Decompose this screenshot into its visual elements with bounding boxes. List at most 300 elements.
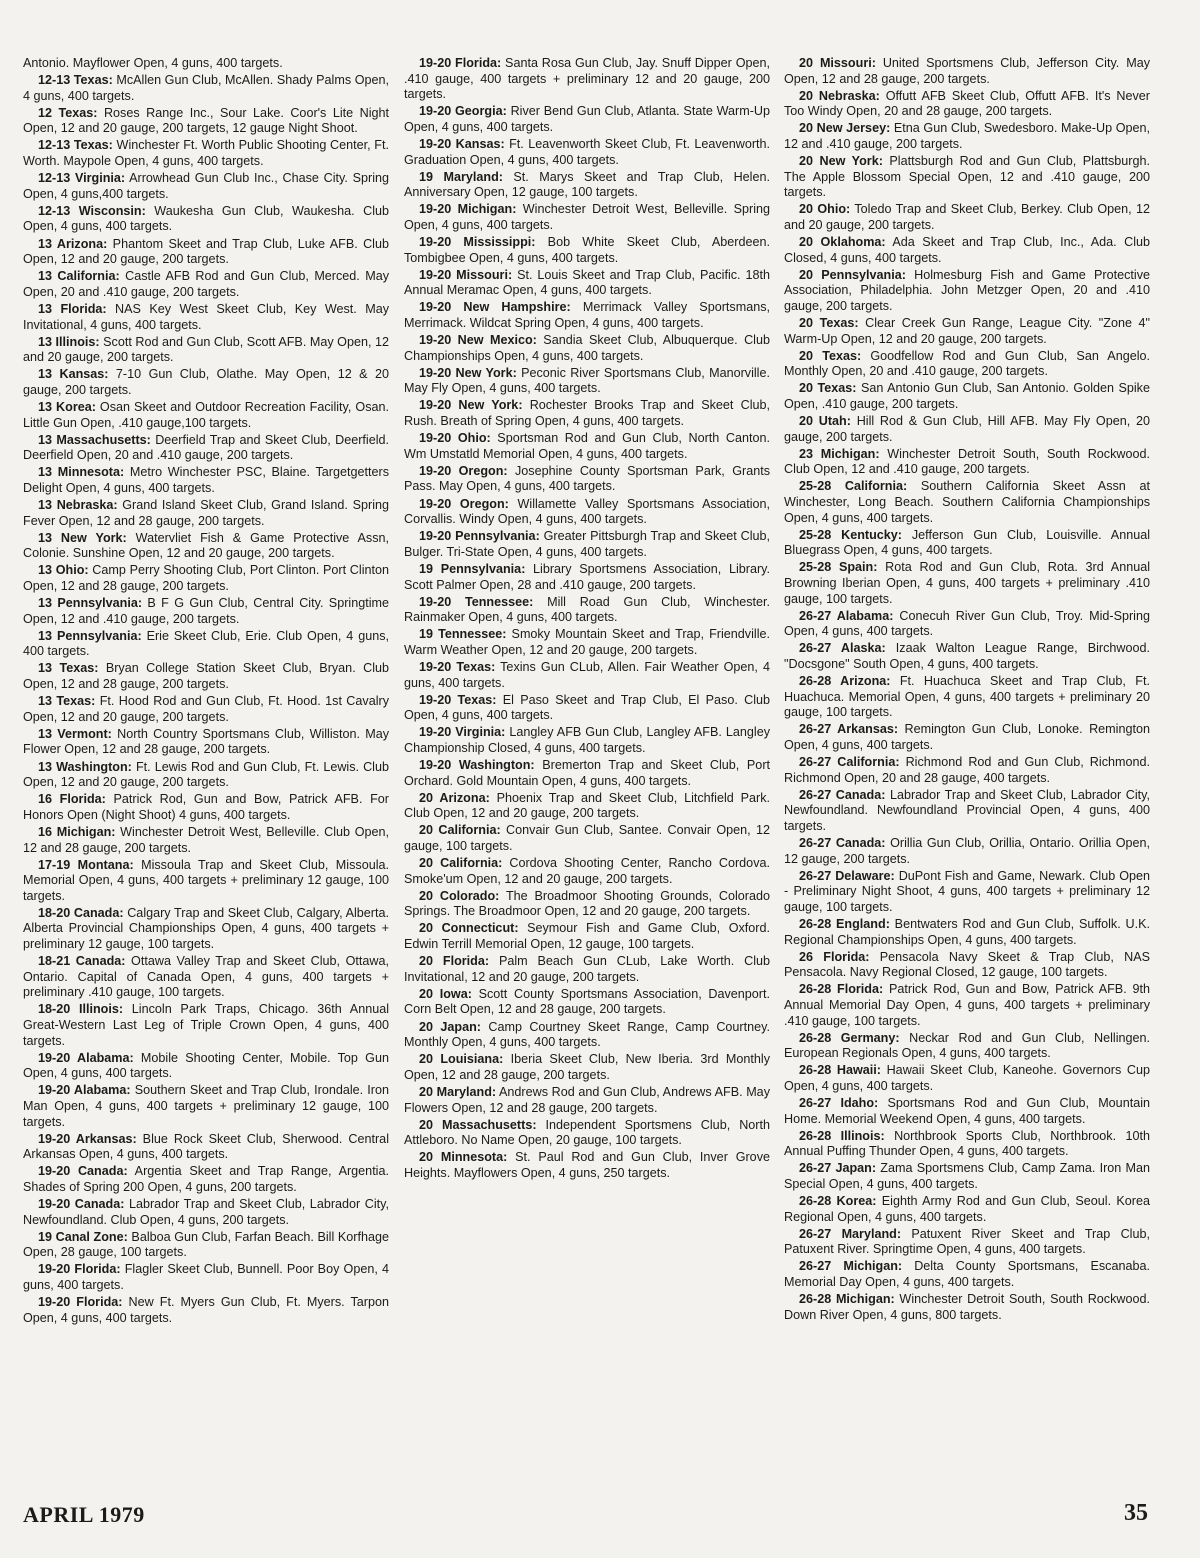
entry-location: Illinois: xyxy=(55,334,100,349)
entry-date: 13 xyxy=(38,334,53,349)
entry-heading xyxy=(38,858,134,872)
entry-date: 20 xyxy=(419,790,434,805)
schedule-entry xyxy=(404,464,770,495)
entry-heading xyxy=(419,660,495,674)
entry-date: 23 xyxy=(799,446,814,461)
schedule-entry xyxy=(784,414,1150,445)
entry-date: 19-20 xyxy=(419,235,452,250)
entry-location: Kansas: xyxy=(455,136,505,151)
entry-text: Metro Winchester PSC, Blaine. Targetgetters Delight Open, 4 guns, 400 targets. xyxy=(23,465,389,495)
entry-heading xyxy=(38,335,100,349)
entry-date: 19-20 xyxy=(419,333,452,348)
entry-date: 19-20 xyxy=(419,529,452,544)
entry-text: Ada Skeet and Trap Club, Inc., Ada. Club Closed, 4 guns, 400 targets. xyxy=(784,235,1150,265)
entry-date: 26-28 xyxy=(799,916,832,931)
entry-heading xyxy=(799,414,851,428)
column-1 xyxy=(23,56,389,1328)
entry-text: Waukesha Gun Club, Waukesha. Club Open, 4 guns, 400 targets. xyxy=(23,203,390,234)
schedule-entry xyxy=(23,1083,389,1130)
schedule-entry xyxy=(784,917,1150,948)
entry-location: Idaho: xyxy=(840,1096,879,1110)
entry-date: 20 xyxy=(799,154,814,169)
entry-location: Maryland: xyxy=(443,169,503,184)
entry-location: Massachusetts: xyxy=(56,432,151,447)
entry-location: New York: xyxy=(60,530,127,545)
entry-date: 19 xyxy=(419,627,434,642)
entry-date: 12 xyxy=(38,105,53,120)
entry-location: Wisconsin: xyxy=(78,203,146,218)
schedule-entry xyxy=(404,954,770,985)
schedule-entry xyxy=(23,433,389,464)
schedule-entry xyxy=(404,333,770,364)
entry-heading xyxy=(419,921,519,935)
entry-date: 20 xyxy=(419,1019,434,1034)
entry-location: Missouri: xyxy=(456,267,513,282)
schedule-entry xyxy=(23,1132,389,1163)
entry-text: Osan Skeet and Outdoor Recreation Facility, Osan. Little Gun Open, .410 gauge,100 targets. xyxy=(23,399,389,430)
entry-date: 20 xyxy=(799,121,814,136)
entry-location: Korea: xyxy=(836,1194,877,1209)
schedule-entry xyxy=(404,595,770,626)
entry-text: Neckar Rod and Gun Club, Nellingen. European Regionals Open, 4 guns, 400 targets. xyxy=(784,1030,1151,1061)
entry-text: New Ft. Myers Gun Club, Ft. Myers. Tarpon Open, 4 guns, 400 targets. xyxy=(23,1295,389,1325)
entry-date: 20 xyxy=(419,888,434,903)
entry-text: Scott Rod and Gun Club, Scott AFB. May Open, 12 and 20 gauge, 200 targets. xyxy=(23,334,390,365)
entry-text: Izaak Walton League Range, Birchwood. "Docsgone" South Open, 4 guns, 400 targets. xyxy=(784,641,1150,671)
entry-date: 13 xyxy=(38,726,53,741)
entry-location: Missouri: xyxy=(819,56,876,70)
entry-heading xyxy=(799,1031,900,1045)
schedule-entry xyxy=(23,1230,389,1261)
entry-heading xyxy=(799,1194,876,1208)
entry-location: New York: xyxy=(819,154,883,169)
entry-heading xyxy=(419,595,533,609)
entry-text: Camp Perry Shooting Club, Port Clinton. Port Clinton Open, 12 and 28 gauge, 200 targets. xyxy=(23,563,390,593)
entry-text: Ft. Leavenworth Skeet Club, Ft. Leavenworth. Graduation Open, 4 guns, 400 targets. xyxy=(404,136,771,167)
entry-text: Roses Range Inc., Sour Lake. Coor's Lite Night Open, 12 and 20 gauge, 200 targets, 12 gauge Night Shoot. xyxy=(23,105,389,136)
entry-text: Eighth Army Rod and Gun Club, Seoul. Korea Regional Open, 4 guns, 400 targets. xyxy=(784,1194,1150,1224)
entry-date: 19-20 xyxy=(419,398,452,413)
entry-location: Vermont: xyxy=(57,726,112,741)
schedule-entry xyxy=(784,1031,1150,1062)
entry-location: Florida: xyxy=(76,1295,123,1310)
entry-heading xyxy=(799,560,877,574)
entry-text: Winchester Detroit West, Belleville. Club Open, 12 and 28 gauge, 200 targets. xyxy=(23,824,390,855)
entry-location: Connecticut: xyxy=(441,921,519,936)
schedule-entry xyxy=(23,596,389,627)
entry-heading xyxy=(38,106,97,120)
schedule-entry xyxy=(784,235,1150,266)
entry-heading xyxy=(419,627,506,641)
entry-heading xyxy=(38,367,108,381)
entry-text: Patrick Rod, Gun and Bow, Patrick AFB. 9th Annual Memorial Day Open, 4 guns, 400 targets + preliminary .410 gauge, 100 targets. xyxy=(784,982,1151,1028)
entry-heading xyxy=(38,1164,128,1178)
schedule-entry xyxy=(784,869,1150,916)
schedule-entry xyxy=(23,302,389,333)
entry-text: River Bend Gun Club, Atlanta. State Warm-Up Open, 4 guns, 400 targets. xyxy=(404,104,770,134)
schedule-entry xyxy=(784,268,1150,315)
entry-text: 7-10 Gun Club, Olathe. May Open, 12 & 20 gauge, 200 targets. xyxy=(23,367,389,397)
entry-location: Alabama: xyxy=(73,1083,131,1098)
schedule-entry xyxy=(784,1129,1150,1160)
schedule-entry xyxy=(404,823,770,854)
entry-date: 13 xyxy=(38,530,53,545)
schedule-entry xyxy=(404,366,770,397)
entry-location: Florida: xyxy=(837,982,884,997)
entry-heading xyxy=(38,171,125,185)
schedule-entry xyxy=(784,316,1150,347)
entry-date: 26 xyxy=(799,949,814,964)
entry-location: Arizona: xyxy=(439,790,490,805)
entry-text: Plattsburgh Rod and Gun Club, Plattsburgh. The Apple Blossom Special Open, 12 and .410 gauge, 200 targets. xyxy=(784,154,1150,200)
schedule-entry xyxy=(23,760,389,791)
schedule-entry xyxy=(23,269,389,300)
entry-heading xyxy=(38,694,95,708)
entry-text: Camp Courtney Skeet Range, Camp Courtney. Monthly Open, 4 guns, 400 targets. xyxy=(404,1019,770,1050)
entry-location: Arkansas: xyxy=(75,1131,137,1146)
entry-text: Patrick Rod, Gun and Bow, Patrick AFB. For Honors Open (Night Shoot) 4 guns, 400 targets. xyxy=(23,792,389,822)
entry-heading xyxy=(799,869,895,883)
entry-heading xyxy=(799,121,890,135)
schedule-entry xyxy=(23,73,389,104)
entry-date: 26-28 xyxy=(799,1292,832,1307)
entry-text: Phoenix Trap and Skeet Club, Litchfield Park. Club Open, 12 and 20 gauge, 200 targets. xyxy=(404,790,770,821)
entry-text: Langley AFB Gun Club, Langley AFB. Langley Championship Closed, 4 guns, 400 targets. xyxy=(404,725,770,755)
entry-text: Winchester Detroit South, South Rockwood. Down River Open, 4 guns, 800 targets. xyxy=(784,1292,1150,1322)
entry-date: 19-20 xyxy=(419,725,452,740)
entry-text: Bentwaters Rod and Gun Club, Suffolk. U.K. Regional Championships Open, 4 guns, 400 targets. xyxy=(784,916,1151,947)
entry-date: 26-27 xyxy=(799,755,832,770)
entry-location: California: xyxy=(57,269,120,284)
schedule-entry xyxy=(23,629,389,660)
entry-text: Bremerton Trap and Skeet Club, Port Orchard. Gold Mountain Open, 4 guns, 400 targets. xyxy=(404,758,771,788)
entry-location: Alabama: xyxy=(76,1050,134,1065)
entry-heading xyxy=(38,727,112,741)
entry-text: DuPont Fish and Game, Newark. Club Open - Preliminary Night Shoot, 4 guns, 400 targets + preliminary 12 gauge, 100 targets. xyxy=(784,868,1151,914)
schedule-entry xyxy=(404,1020,770,1051)
entry-text: Holmesburg Fish and Game Protective Association, Philadelphia. John Metzger Open, 20 and .410 gauge, 200 targets. xyxy=(784,267,1151,313)
entry-location: Oregon: xyxy=(459,496,509,511)
entry-location: Canal Zone: xyxy=(55,1229,128,1244)
entry-location: Georgia: xyxy=(455,104,507,119)
schedule-entry xyxy=(404,791,770,822)
entry-heading xyxy=(38,596,142,610)
entry-date: 13 xyxy=(38,301,53,316)
entry-text: Merrimack Valley Sportsmans, Merrimack. Wildcat Spring Open, 4 guns, 400 targets. xyxy=(404,300,771,330)
entry-heading xyxy=(799,447,880,461)
entry-location: Florida: xyxy=(60,301,107,316)
entry-text: Rochester Brooks Trap and Skeet Club, Rush. Breath of Spring Open, 4 guns, 400 targets. xyxy=(404,398,770,429)
entry-date: 16 xyxy=(38,824,53,839)
entry-date: 26-28 xyxy=(799,1194,832,1209)
entry-location: Tennessee: xyxy=(464,594,534,609)
entry-location: Arizona: xyxy=(840,674,891,689)
entry-heading xyxy=(419,235,536,249)
entry-location: Texas: xyxy=(56,694,96,709)
entry-heading xyxy=(419,56,501,70)
entry-text: Bob White Skeet Club, Aberdeen. Tombigbee Open, 4 guns, 400 targets. xyxy=(404,235,771,265)
schedule-entry xyxy=(404,497,770,528)
entry-date: 20 xyxy=(799,267,814,282)
entry-location: Arkansas: xyxy=(837,722,899,737)
entry-text: B F G Gun Club, Central City. Springtime Open, 12 and .410 gauge, 200 targets. xyxy=(23,596,389,626)
entry-location: Illinois: xyxy=(78,1002,124,1017)
schedule-entry xyxy=(784,609,1150,640)
entry-text: The Broadmoor Shooting Grounds, Colorado Springs. The Broadmoor Open, 12 and 20 gauge, 200 targets. xyxy=(404,888,770,919)
entry-heading xyxy=(799,1292,895,1306)
entry-location: Delaware: xyxy=(835,868,895,883)
entry-heading xyxy=(38,1051,134,1065)
schedule-entry xyxy=(23,661,389,692)
entry-text: NAS Key West Skeet Club, Key West. May Invitational, 4 guns, 400 targets. xyxy=(23,301,390,332)
entry-location: Texas: xyxy=(456,659,496,674)
entry-text: Grand Island Skeet Club, Grand Island. Spring Fever Open, 12 and 28 gauge, 200 targets. xyxy=(23,498,389,528)
entry-heading xyxy=(38,1132,137,1146)
entry-location: Iowa: xyxy=(439,986,472,1001)
entry-text: McAllen Gun Club, McAllen. Shady Palms Open, 4 guns, 400 targets. xyxy=(23,73,390,103)
entry-heading xyxy=(419,562,525,576)
entry-heading xyxy=(799,1129,885,1143)
entry-heading xyxy=(419,529,540,543)
entry-heading xyxy=(419,987,472,1001)
entry-text: Ft. Huachuca Skeet and Trap Club, Ft. Huachuca. Memorial Open, 4 guns, 400 targets + preliminary 20 gauge, 100 targets. xyxy=(784,674,1150,720)
entry-heading xyxy=(419,1085,496,1099)
entry-date: 18-20 xyxy=(38,1002,71,1017)
page-number: 35 xyxy=(1124,1500,1148,1526)
entry-date: 26-28 xyxy=(799,1063,832,1078)
entry-heading xyxy=(419,1118,537,1132)
entry-text: Winchester Ft. Worth Public Shooting Center, Ft. Worth. Maypole Open, 4 guns, 400 targets. xyxy=(23,138,390,169)
entry-date: 20 xyxy=(419,954,434,969)
schedule-entry xyxy=(404,889,770,920)
entry-date: 19-20 xyxy=(419,56,452,70)
entry-heading xyxy=(799,316,859,330)
schedule-entry xyxy=(404,758,770,789)
entry-heading xyxy=(38,465,124,479)
entry-text: Jefferson Gun Club, Louisville. Annual Bluegrass Open, 4 guns, 400 targets. xyxy=(784,527,1151,558)
entry-heading xyxy=(799,836,886,850)
schedule-entry xyxy=(23,171,389,202)
entry-heading xyxy=(38,531,127,545)
entry-date: 19-20 xyxy=(419,365,452,380)
entry-location: Texas: xyxy=(58,105,98,120)
entry-date: 19-20 xyxy=(38,1050,71,1065)
entry-location: Oregon: xyxy=(458,463,508,478)
entry-heading xyxy=(799,917,890,931)
schedule-entry xyxy=(23,563,389,594)
entry-heading xyxy=(38,1197,124,1211)
entry-text: Bryan College Station Skeet Club, Bryan. Club Open, 12 and 28 gauge, 200 targets. xyxy=(23,661,389,692)
schedule-entry xyxy=(404,856,770,887)
schedule-entry xyxy=(404,987,770,1018)
entry-location: California: xyxy=(837,755,900,770)
entry-heading xyxy=(38,1262,121,1276)
entry-date: 20 xyxy=(419,856,434,871)
entry-date: 26-27 xyxy=(799,722,832,737)
entry-location: Michigan: xyxy=(56,824,116,839)
entry-heading xyxy=(38,1002,123,1016)
entry-date: 19-20 xyxy=(419,267,452,282)
entry-location: Canada: xyxy=(75,954,126,969)
schedule-entry xyxy=(23,335,389,366)
entry-location: New Jersey: xyxy=(816,121,891,136)
entry-heading xyxy=(419,1020,481,1034)
entry-heading xyxy=(799,479,907,493)
entry-date: 26-28 xyxy=(799,982,832,997)
schedule-entry xyxy=(784,722,1150,753)
entry-location: Montana: xyxy=(77,857,134,872)
entry-text: Deerfield Trap and Skeet Club, Deerfield. Deerfield Open, 20 and .410 gauge, 200 targets. xyxy=(23,432,390,463)
entry-location: Michigan: xyxy=(843,1259,903,1274)
schedule-entry xyxy=(784,202,1150,233)
schedule-entry xyxy=(23,906,389,953)
schedule-entry xyxy=(23,204,389,235)
entry-date: 25-28 xyxy=(799,560,832,575)
entry-text: Phantom Skeet and Trap Club, Luke AFB. Club Open, 12 and 20 gauge, 200 targets. xyxy=(23,236,389,267)
entry-heading xyxy=(419,268,512,282)
entry-text: Calgary Trap and Skeet Club, Calgary, Alberta. Alberta Provincial Championships Open, 4 guns, 400 targets + preliminary 12 gauge, 100 targets. xyxy=(23,905,389,952)
entry-text: Antonio. Mayflower Open, 4 guns, 400 targets. xyxy=(23,56,283,70)
entry-location: Texas: xyxy=(59,661,99,676)
entry-text: Missoula Trap and Skeet Club, Missoula. Memorial Open, 4 guns, 400 targets + preliminary 12 gauge, 100 targets. xyxy=(23,857,389,903)
schedule-entry xyxy=(404,137,770,168)
entry-date: 19-20 xyxy=(419,659,452,674)
entry-heading xyxy=(419,758,535,772)
entry-heading xyxy=(799,235,886,249)
entry-heading xyxy=(38,73,113,87)
entry-location: New Mexico: xyxy=(457,333,537,348)
entry-location: Korea: xyxy=(56,399,96,414)
entry-location: Ohio: xyxy=(55,563,89,578)
entry-date: 13 xyxy=(38,399,53,414)
entry-date: 13 xyxy=(38,465,53,480)
entry-heading xyxy=(38,1230,128,1244)
entry-text: Palm Beach Gun CLub, Lake Worth. Club Invitational, 12 and 20 gauge, 200 targets. xyxy=(404,954,771,984)
entry-location: Pennsylvania: xyxy=(57,596,143,611)
schedule-entry xyxy=(23,237,389,268)
entry-date: 20 xyxy=(799,235,814,250)
schedule-entry xyxy=(23,400,389,431)
entry-heading xyxy=(799,1227,901,1241)
entry-heading xyxy=(419,1150,507,1164)
entry-location: New York: xyxy=(455,365,517,380)
entry-text: Clear Creek Gun Range, League City. "Zone 4" Warm-Up Open, 12 and 20 gauge, 200 targets. xyxy=(784,316,1150,346)
entry-heading xyxy=(419,333,537,347)
entry-text: Hill Rod & Gun Club, Hill AFB. May Fly Open, 20 gauge, 200 targets. xyxy=(784,414,1150,444)
schedule-entry xyxy=(404,104,770,135)
entry-location: Utah: xyxy=(818,414,851,429)
entry-date: 13 xyxy=(38,563,53,578)
entry-location: Washington: xyxy=(56,759,132,774)
entry-date: 20 xyxy=(419,1117,434,1132)
entry-text: Iberia Skeet Club, New Iberia. 3rd Monthly Open, 12 and 28 gauge, 200 targets. xyxy=(404,1052,771,1082)
entry-date: 13 xyxy=(38,498,53,513)
entry-location: Florida: xyxy=(74,1262,121,1277)
entry-date: 16 xyxy=(38,792,53,807)
entry-text: El Paso Skeet and Trap Club, El Paso. Club Open, 4 guns, 400 targets. xyxy=(404,692,770,723)
schedule-entry xyxy=(784,1063,1150,1094)
entry-location: Texas: xyxy=(73,73,113,88)
entry-date: 26-27 xyxy=(799,836,832,850)
entry-location: Virginia: xyxy=(455,725,506,740)
entry-heading xyxy=(419,1052,503,1066)
entry-location: Michigan: xyxy=(457,202,517,217)
entry-location: Michigan: xyxy=(820,446,880,461)
entry-date: 13 xyxy=(38,432,53,447)
entry-text: Remington Gun Club, Lonoke. Remington Open, 4 guns, 400 targets. xyxy=(784,722,1150,752)
schedule-entry xyxy=(23,825,389,856)
entry-text: St. Paul Rod and Gun Club, Inver Grove Heights. Mayflowers Open, 4 guns, 250 targets. xyxy=(404,1150,770,1180)
entry-text: Cordova Shooting Center, Rancho Cordova. Smoke'um Open, 12 and 20 gauge, 200 targets. xyxy=(404,856,770,886)
entry-text: Seymour Fish and Game Club, Oxford. Edwin Terrill Memorial Open, 12 gauge, 100 targets. xyxy=(404,921,770,952)
schedule-entry xyxy=(404,1150,770,1181)
schedule-entry xyxy=(784,836,1150,867)
entry-location: Japan: xyxy=(440,1019,481,1034)
entry-heading xyxy=(799,268,906,282)
entry-location: New Hampshire: xyxy=(463,300,571,315)
schedule-entry xyxy=(784,1292,1150,1323)
column-3 xyxy=(784,56,1150,1325)
entry-date: 20 xyxy=(799,202,814,217)
entry-location: Texas: xyxy=(73,138,113,153)
entry-heading xyxy=(419,170,503,184)
schedule-entry xyxy=(784,1259,1150,1290)
entry-location: Hawaii: xyxy=(836,1063,881,1078)
entry-text: Labrador Trap and Skeet Club, Labrador City, Newfoundland. Club Open, 4 guns, 200 targets. xyxy=(23,1197,389,1227)
schedule-entry xyxy=(23,106,389,137)
entry-location: Nebraska: xyxy=(818,88,880,103)
entry-location: Florida: xyxy=(455,56,502,70)
entry-heading xyxy=(38,661,98,675)
entry-location: Massachusetts: xyxy=(442,1117,537,1132)
entry-date: 19-20 xyxy=(38,1164,71,1179)
entry-date: 20 xyxy=(419,823,434,838)
entry-date: 13 xyxy=(38,661,53,676)
entry-date: 19-20 xyxy=(419,594,452,609)
schedule-entry xyxy=(23,1051,389,1082)
entry-location: Pennsylvania: xyxy=(455,529,540,544)
schedule-entry xyxy=(404,235,770,266)
entry-location: New York: xyxy=(458,398,523,413)
entry-date: 20 xyxy=(799,381,814,396)
schedule-entry xyxy=(404,170,770,201)
entry-location: Illinois: xyxy=(840,1128,885,1143)
schedule-entry xyxy=(784,381,1150,412)
entry-date: 19-20 xyxy=(419,758,452,773)
entry-heading xyxy=(799,56,876,70)
entry-location: Kansas: xyxy=(59,367,109,382)
entry-date: 25-28 xyxy=(799,527,832,542)
entry-text: Zama Sportsmens Club, Camp Zama. Iron Man Special Open, 4 guns, 400 targets. xyxy=(784,1161,1151,1191)
entry-date: 26-27 xyxy=(799,1226,832,1241)
entry-date: 26-27 xyxy=(799,868,832,883)
entry-date: 13 xyxy=(38,269,53,284)
entry-location: England: xyxy=(836,916,890,931)
entry-location: Germany: xyxy=(840,1030,900,1045)
entry-location: Texas: xyxy=(457,692,497,707)
entry-location: Tennessee: xyxy=(438,627,507,642)
entry-heading xyxy=(38,954,125,968)
entry-date: 19 xyxy=(419,169,434,184)
entry-location: Arizona: xyxy=(56,236,108,251)
entry-text: Greater Pittsburgh Trap and Skeet Club, Bulger. Tri-State Open, 4 guns, 400 targets. xyxy=(404,529,770,559)
entry-heading xyxy=(799,202,850,216)
entry-location: Canada: xyxy=(73,905,124,920)
entry-date: 13 xyxy=(38,367,53,382)
schedule-entry xyxy=(784,982,1150,1029)
entry-location: Louisiana: xyxy=(440,1052,504,1067)
entry-date: 19 xyxy=(419,561,434,576)
